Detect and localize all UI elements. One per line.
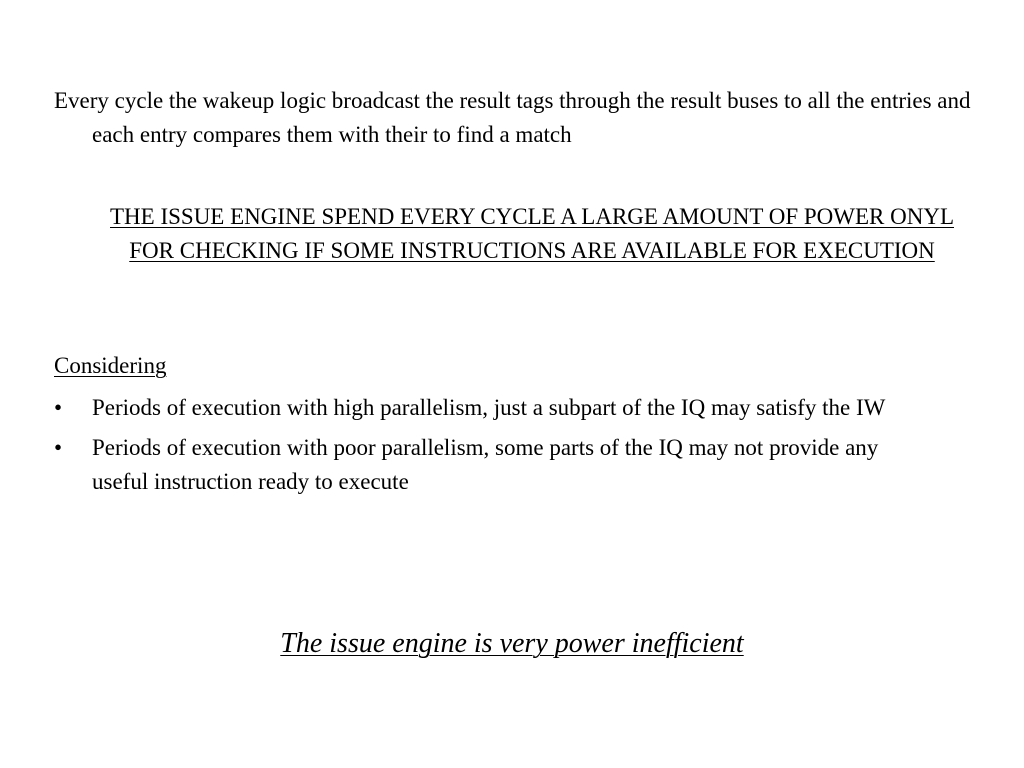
headline-block — [90, 200, 974, 268]
intro-paragraph: Every cycle the wakeup logic broadcast the result tags through the result buses to all the entries and each entry compares them with their to find a match — [54, 88, 971, 147]
list-item — [54, 431, 934, 499]
list-item-text: Periods of execution with high parallelism, just a subpart of the IQ may satisfy the IW — [92, 395, 886, 420]
bullet-icon: • — [54, 395, 63, 420]
headline-text: THE ISSUE ENGINE SPEND EVERY CYCLE A LARGE AMOUNT OF POWER ONYL FOR CHECKING IF SOME INSTRUCTIONS ARE AVAILABLE FOR EXECUTION — [110, 204, 954, 263]
conclusion-text: The issue engine is very power inefficient — [280, 628, 744, 659]
bullet-icon: • — [54, 435, 63, 460]
considering-list — [54, 391, 934, 505]
considering-heading: Considering — [54, 353, 167, 378]
conclusion-block — [0, 624, 1024, 664]
list-item — [54, 391, 934, 425]
list-item-text: Periods of execution with poor parallelism, some parts of the IQ may not provide any useful instruction ready to execute — [92, 435, 879, 494]
